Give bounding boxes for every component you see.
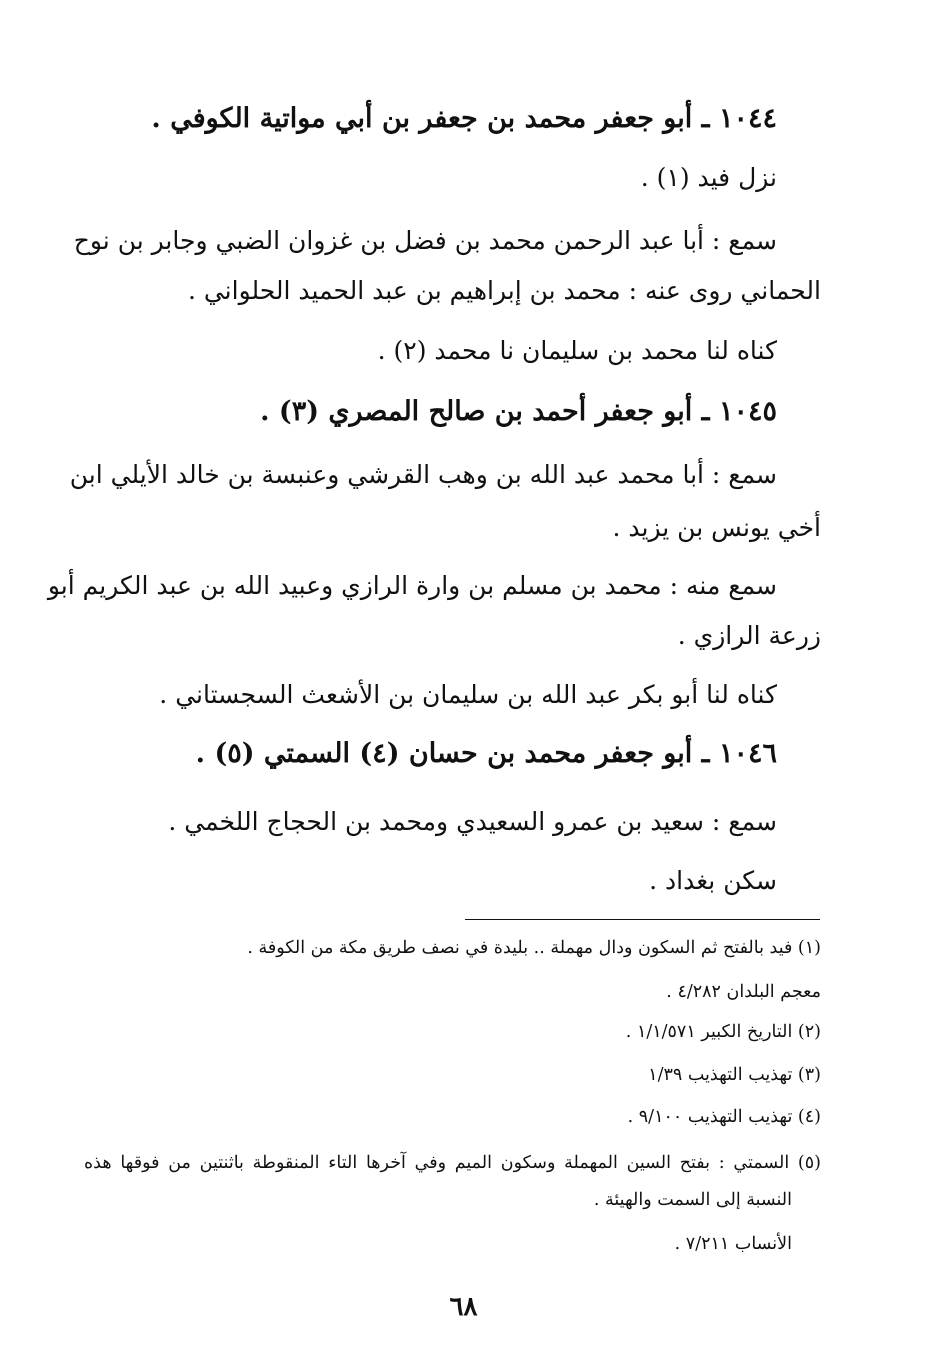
footnote-5: (٥) السمتي : بفتح السين المهملة وسكون الميم وفي آخرها التاء المنقوطة باثنتين من فوقها هذه bbox=[84, 1153, 821, 1173]
footnote-1: (١) فيد بالفتح ثم السكون ودال مهملة .. بليدة في نصف طريق مكة من الكوفة . bbox=[247, 938, 821, 958]
entry-heading-1044: ١٠٤٤ ـ أبو جعفر محمد بن جعفر بن أبي مواتية الكوفي . bbox=[151, 103, 777, 134]
footnote-5-continued: النسبة إلى السمت والهيئة . bbox=[593, 1190, 792, 1210]
entry-1046-line-1: سمع : سعيد بن عمرو السعيدي ومحمد بن الحجاج اللخمي . bbox=[168, 807, 777, 836]
entry-1044-line-2: سمع : أبا عبد الرحمن محمد بن فضل بن غزوان الضبي وجابر بن نوح bbox=[73, 226, 777, 255]
entry-1045-line-2: أخي يونس بن يزيد . bbox=[612, 513, 821, 542]
entry-1046-line-2: سكن بغداد . bbox=[649, 866, 777, 895]
entry-1045-line-3: سمع منه : محمد بن مسلم بن وارة الرازي وعبيد الله بن عبد الكريم أبو bbox=[47, 571, 777, 600]
entry-1044-line-4: كناه لنا محمد بن سليمان نا محمد (٢) . bbox=[377, 336, 777, 365]
entry-1044-line-1: نزل فيد (١) . bbox=[640, 163, 777, 192]
footnote-1-source: معجم البلدان ٤/٢٨٢ . bbox=[666, 982, 821, 1002]
footnote-2: (٢) التاريخ الكبير ١/١/٥٧١ . bbox=[625, 1022, 821, 1042]
footnote-4: (٤) تهذيب التهذيب ٩/١٠٠ . bbox=[627, 1107, 821, 1127]
entry-1044-line-3: الحماني روى عنه : محمد بن إبراهيم بن عبد الحميد الحلواني . bbox=[187, 276, 821, 305]
entry-heading-1046: ١٠٤٦ ـ أبو جعفر محمد بن حسان (٤) السمتي (٥) . bbox=[195, 738, 777, 769]
footnote-3: (٣) تهذيب التهذيب ١/٣٩ bbox=[648, 1065, 821, 1085]
entry-1045-line-1: سمع : أبا محمد عبد الله بن وهب القرشي وعنبسة بن خالد الأيلي ابن bbox=[69, 460, 777, 489]
page-number: ٦٨ bbox=[449, 1292, 478, 1322]
entry-heading-1045: ١٠٤٥ ـ أبو جعفر أحمد بن صالح المصري (٣) . bbox=[260, 396, 777, 427]
footnote-5-source: الأنساب ٧/٢١١ . bbox=[674, 1234, 792, 1254]
entry-1045-line-5: كناه لنا أبو بكر عبد الله بن سليمان بن الأشعث السجستاني . bbox=[159, 680, 777, 709]
footnote-separator bbox=[465, 919, 820, 920]
entry-1045-line-4: زرعة الرازي . bbox=[677, 621, 821, 650]
